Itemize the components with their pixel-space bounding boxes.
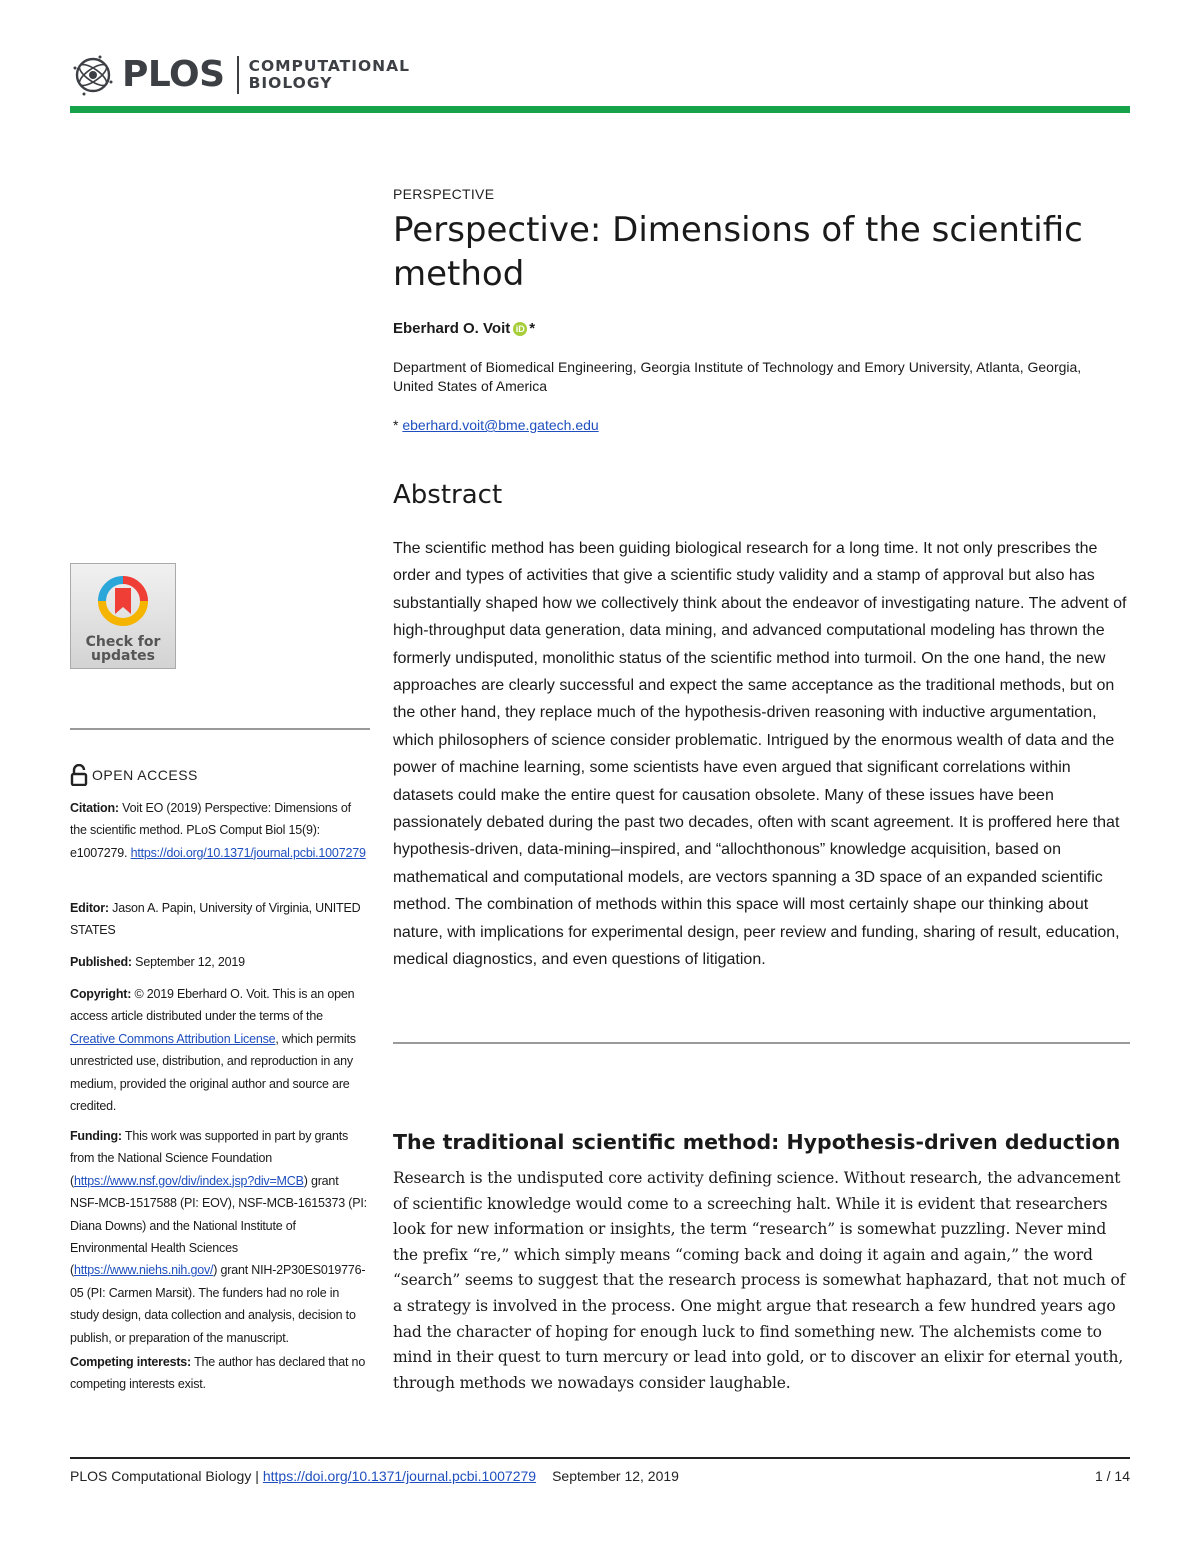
check-updates-label <box>71 635 175 663</box>
editor-label: Editor: <box>70 901 109 915</box>
competing-interests-block <box>70 1351 370 1396</box>
check-updates-line2: updates <box>91 648 155 664</box>
citation-block <box>70 797 370 864</box>
citation-doi-link[interactable]: https://doi.org/10.1371/journal.pcbi.1007279 <box>130 845 366 860</box>
competing-label: Competing interests: <box>70 1355 192 1369</box>
license-link[interactable]: Creative Commons Attribution License <box>70 1031 276 1046</box>
open-lock-icon <box>70 764 88 786</box>
check-for-updates-badge[interactable] <box>70 563 176 669</box>
page-number: 1 / 14 <box>1094 1468 1130 1484</box>
published-block <box>70 951 370 973</box>
author-email-link[interactable]: eberhard.voit@bme.gatech.edu <box>402 417 599 433</box>
section-heading: The traditional scientific method: Hypothesis-driven deduction <box>393 1130 1121 1154</box>
author-name: Eberhard O. Voit <box>393 320 511 337</box>
journal-name-line1: COMPUTATIONAL <box>248 57 411 75</box>
plos-logo <box>70 52 410 98</box>
funding-label: Funding: <box>70 1129 122 1143</box>
copyright-text-cont: , which permits unrestricted use, distribution, and reproduction in any medium, provided the original author and source are credited. <box>70 1031 356 1114</box>
open-access-label <box>70 764 198 786</box>
footer-date: September 12, 2019 <box>552 1468 679 1484</box>
page-footer <box>70 1468 1130 1484</box>
journal-name <box>249 58 410 92</box>
article-type: PERSPECTIVE <box>393 186 495 202</box>
funding-block <box>70 1125 370 1349</box>
copyright-text: © 2019 Eberhard O. Voit. This is an open access article distributed under the terms of the <box>70 987 355 1024</box>
sidebar-divider <box>70 728 370 730</box>
funding-text: This work was supported in part by grants from the National Science Foundation ( <box>70 1129 349 1188</box>
competing-text: The author has declared that no competing interests exist. <box>70 1355 366 1392</box>
affiliation: Department of Biomedical Engineering, Georgia Institute of Technology and Emory University, Atlanta, Georgia, United States of America <box>393 359 1082 394</box>
publisher-name: PLOS <box>122 54 225 95</box>
plos-globe-icon <box>70 52 116 98</box>
check-updates-line1: Check for <box>85 634 161 650</box>
footer-journal: PLOS Computational Biology | <box>70 1468 259 1484</box>
nsf-link[interactable]: https://www.nsf.gov/div/index.jsp?div=MCB <box>73 1173 304 1188</box>
abstract-text: The scientific method has been guiding biological research for a long time. It not only prescribes the order and types of activities that give a scientific study validity and a stamp of approval but also has substantially shaped how we collectively think about the endeavor of investigating nature. The advent of high-throughput data generation, data mining, and advanced computational modeling has thrown the formerly undisputed, monolithic status of the scientific method into turmoil. On the one hand, the new approaches are clearly successful and expect the same acceptance as the traditional methods, but on the other hand, they replace much of the hypothesis-driven reasoning with inductive argumentation, which philosophers of science consider problematic. Intrigued by the enormous wealth of data and the power of machine learning, some scientists have even argued that significant correlations within datasets could make the entire quest for causation obsolete. Many of these issues have been passionately debated during the past two decades, often with scant agreement. It is proffered here that hypothesis-driven, data-mining–inspired, and “allochthonous” knowledge acquisition, based on mathematical and computational models, are vectors spanning a 3D space of an expanded scientific method. The combination of methods within this space will most certainly shape our thinking about nature, with implications for experimental design, peer review and funding, sharing of result, education, medical diagnostics, and even questions of litigation. <box>393 540 1127 969</box>
correspondence-mark: * <box>393 417 403 433</box>
author-line <box>393 320 535 337</box>
published-text: September 12, 2019 <box>131 955 245 969</box>
editor-text: Jason A. Papin, University of Virginia, UNITED STATES <box>70 901 361 938</box>
author-mark: * <box>529 320 536 337</box>
editor-block <box>70 897 370 942</box>
footer-rule <box>70 1457 1130 1459</box>
open-access-text: OPEN ACCESS <box>92 767 198 783</box>
section-body-text: Research is the undisputed core activity defining science. Without research, the advancement of scientific knowledge would come to a screeching halt. While it is evident that researchers look for new information or insights, the term “research” is somewhat puzzling. Never mind the prefix “re,” which simply means “coming back and doing it again and again,” the word “search” seems to suggest that the research process is somewhat haphazard, that not much of a strategy is involved in the process. One might argue that research a few hundred years ago had the character of hoping for enough luck to find something new. The alchemists come to mind in their quest to turn mercury or lead into gold, or to discover an elixir for eternal youth, through methods we nowadays consider laughable. <box>393 1169 1126 1392</box>
copyright-block <box>70 983 370 1117</box>
journal-name-line2: BIOLOGY <box>248 74 333 92</box>
funding-text-cont: ) grant NSF-MCB-1517588 (PI: EOV), NSF-MCB-1615373 (PI: Diana Downs) and the National Institute of Environmental Health Sciences ( <box>70 1173 367 1278</box>
orcid-icon[interactable]: iD <box>513 322 527 336</box>
citation-text: Voit EO (2019) Perspective: Dimensions of the scientific method. PLoS Comput Biol 15(9): e1007279. <box>70 801 351 860</box>
published-label: Published: <box>70 955 132 969</box>
copyright-label: Copyright: <box>70 987 132 1001</box>
logo-divider <box>237 56 239 94</box>
article-title: Perspective: Dimensions of the scientific method <box>393 210 1083 294</box>
abstract-divider <box>393 1042 1130 1044</box>
crossmark-icon <box>98 576 148 626</box>
footer-doi-link[interactable]: https://doi.org/10.1371/journal.pcbi.1007279 <box>262 1468 537 1484</box>
abstract-heading: Abstract <box>393 480 503 510</box>
funding-text-end: ) grant NIH-2P30ES019776-05 (PI: Carmen Marsit). The funders had no role in study design, data collection and analysis, decision to publish, or preparation of the manuscript. <box>70 1263 366 1345</box>
header-rule <box>70 106 1130 113</box>
citation-label: Citation: <box>70 801 119 815</box>
niehs-link[interactable]: https://www.niehs.nih.gov/ <box>73 1263 214 1278</box>
correspondence <box>393 417 599 433</box>
